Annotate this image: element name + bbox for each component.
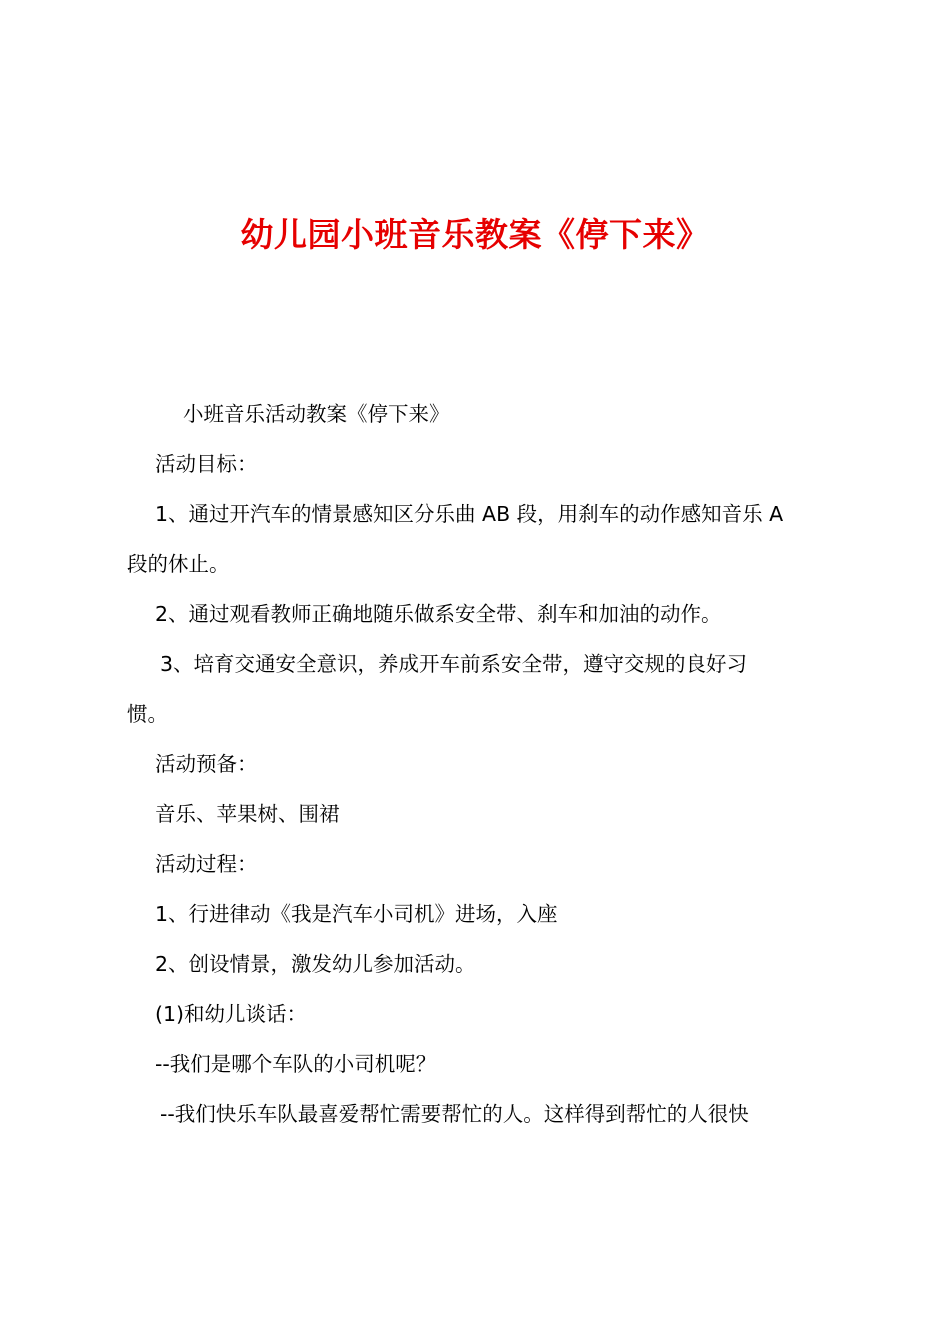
dialogue-line-2: --我们快乐车队最喜爱帮忙需要帮忙的人。这样得到帮忙的人很快: [160, 1102, 749, 1126]
section-heading-preparation: 活动预备：: [155, 752, 258, 776]
document-title: 幼儿园小班音乐教案《停下来》: [240, 215, 710, 254]
process-step-1: 1、行进律动《我是汽车小司机》进场，入座: [155, 902, 558, 926]
subtitle-line: 小班音乐活动教案《停下来》: [183, 402, 450, 426]
dialogue-line-1: --我们是哪个车队的小司机呢？: [155, 1052, 437, 1076]
goal-3-line-2: 惯。: [127, 702, 168, 726]
preparation-items: 音乐、苹果树、围裙: [155, 802, 340, 826]
section-heading-process: 活动过程：: [155, 852, 258, 876]
section-heading-goals: 活动目标：: [155, 452, 258, 476]
goal-1-line-2: 段的休止。: [127, 552, 230, 576]
process-step-2: 2、创设情景，激发幼儿参加活动。: [155, 952, 476, 976]
goal-1-line-1: 1、通过开汽车的情景感知区分乐曲 AB 段，用刹车的动作感知音乐 A: [155, 502, 784, 526]
goal-2-line: 2、通过观看教师正确地随乐做系安全带、刹车和加油的动作。: [155, 602, 722, 626]
goal-3-line-1: 3、培育交通安全意识，养成开车前系安全带，遵守交规的良好习: [160, 652, 748, 676]
process-step-2-sub-1: (1)和幼儿谈话：: [155, 1002, 308, 1026]
